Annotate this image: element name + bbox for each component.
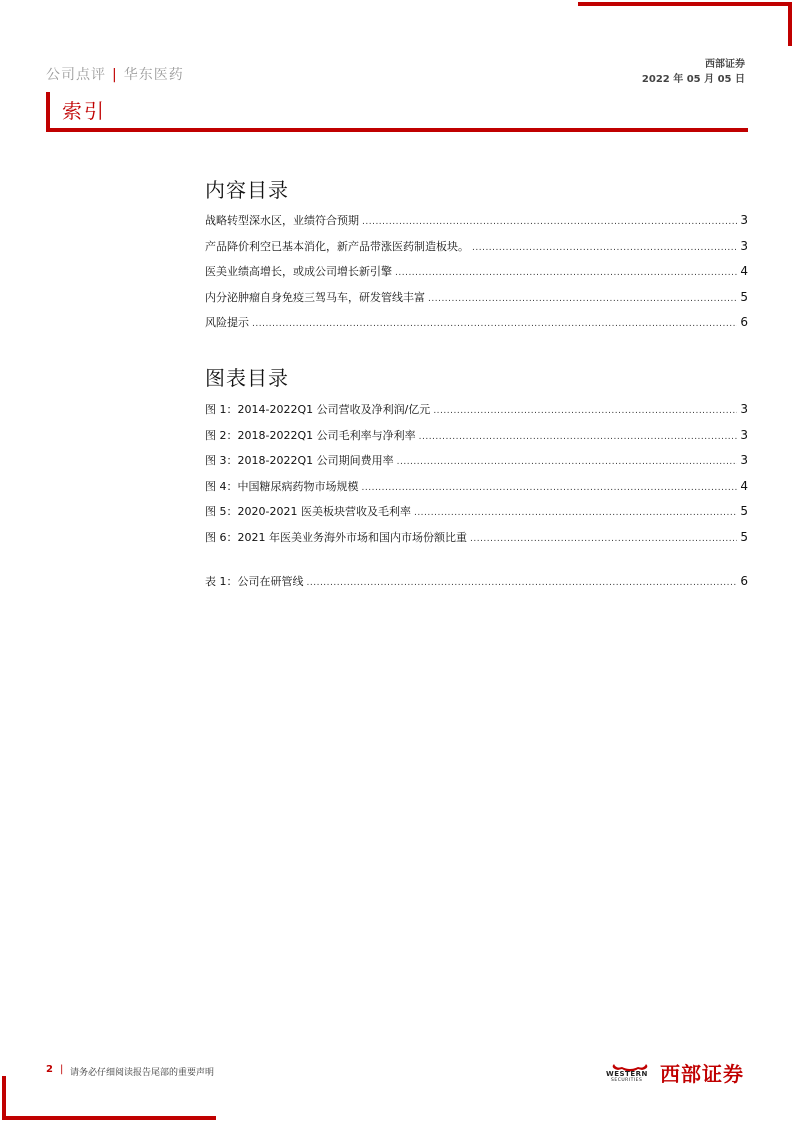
toc-entry-page: 6 [740,315,748,329]
dot-leader [395,261,737,287]
dot-leader [433,399,737,425]
report-category [46,64,184,84]
toc-entry-page: 4 [740,264,748,278]
page-number: 2 [46,1064,53,1075]
corner-line-bottom [2,1116,216,1120]
tables-list [205,569,748,595]
logo-chinese: 西部证券 [660,1062,744,1086]
figure-entry[interactable] [205,499,748,525]
toc-entry-page: 3 [740,238,748,253]
toc-entry-label: 内分泌肿瘤自身免疫三驾马车，研发管线丰富 [205,290,425,304]
corner-line-top [578,2,792,6]
toc-entry-label: 产品降价利空已基本消化，新产品带涨医药制造板块。 [205,239,469,253]
toc-entry[interactable] [205,208,748,234]
toc-entry-page: 3 [740,213,748,227]
corner-line-bottom-left [2,1076,6,1120]
footer-separator: | [60,1064,64,1075]
dot-leader [472,236,737,262]
toc-entry-label: 战略转型深水区，业绩符合预期 [205,214,359,227]
contents-heading: 内容目录 [205,178,289,202]
header-separator: | [112,67,118,83]
footer-disclaimer: 请务必仔细阅读报告尾部的重要声明 [70,1068,215,1078]
header-brand: 西部证券 [705,59,745,70]
toc-entry[interactable] [205,310,748,336]
dot-leader [362,210,737,236]
dot-leader [419,425,738,451]
table-entry-page: 6 [740,574,748,588]
figure-entry[interactable] [205,448,748,474]
figure-entry[interactable] [205,474,748,500]
toc-entry[interactable] [205,234,748,260]
company-name: 华东医药 [123,67,184,83]
page-title: 索引 [62,99,106,123]
figure-entry-page: 4 [740,478,748,493]
figure-entry[interactable] [205,525,748,551]
toc-entry-page: 5 [740,289,748,304]
figure-entry-page: 3 [740,453,748,467]
figure-entry-label: 图 6：2021 年医美业务海外市场和国内市场份额比重 [205,530,467,544]
toc-entry-label: 风险提示 [205,316,249,329]
figure-entry-label: 图 2：2018-2022Q1 公司毛利率与净利率 [205,428,416,442]
dot-leader [362,476,738,502]
doc-type: 公司点评 [46,67,106,83]
dot-leader [252,312,737,338]
dot-leader [428,287,737,313]
figure-entry-label: 图 3：2018-2022Q1 公司期间费用率 [205,454,394,467]
figure-entry-page: 3 [740,427,748,442]
figure-entry[interactable] [205,423,748,449]
figure-entry-label: 图 4：中国糖尿病药物市场规模 [205,479,359,493]
figure-entry-label: 图 1：2014-2022Q1 公司营收及净利润/亿元 [205,403,431,416]
table-entry-label: 表 1：公司在研管线 [205,575,304,588]
dot-leader [414,501,737,527]
toc-entry[interactable] [205,285,748,311]
toc-entry[interactable] [205,259,748,285]
figure-entry[interactable] [205,397,748,423]
toc-entry-label: 医美业绩高增长，或成公司增长新引擎 [205,265,392,278]
report-date: 2022 年 05 月 05 日 [641,74,745,85]
figure-entry-page: 5 [740,504,748,518]
dot-leader [397,450,738,476]
figure-entry-page: 5 [740,529,748,544]
figure-entry-page: 3 [740,402,748,416]
figures-heading: 图表目录 [205,366,289,390]
logo-english: WESTERN [606,1070,648,1078]
logo-english-sub: SECURITIES [611,1078,643,1083]
title-rule [46,128,748,132]
contents-list [205,208,748,336]
figure-entry-label: 图 5：2020-2021 医美板块营收及毛利率 [205,505,411,518]
dot-leader [470,527,737,553]
dot-leader [307,571,738,597]
figures-list [205,397,748,550]
table-entry[interactable] [205,569,748,595]
title-accent-bar [46,92,50,130]
corner-line-top-right [788,2,792,46]
